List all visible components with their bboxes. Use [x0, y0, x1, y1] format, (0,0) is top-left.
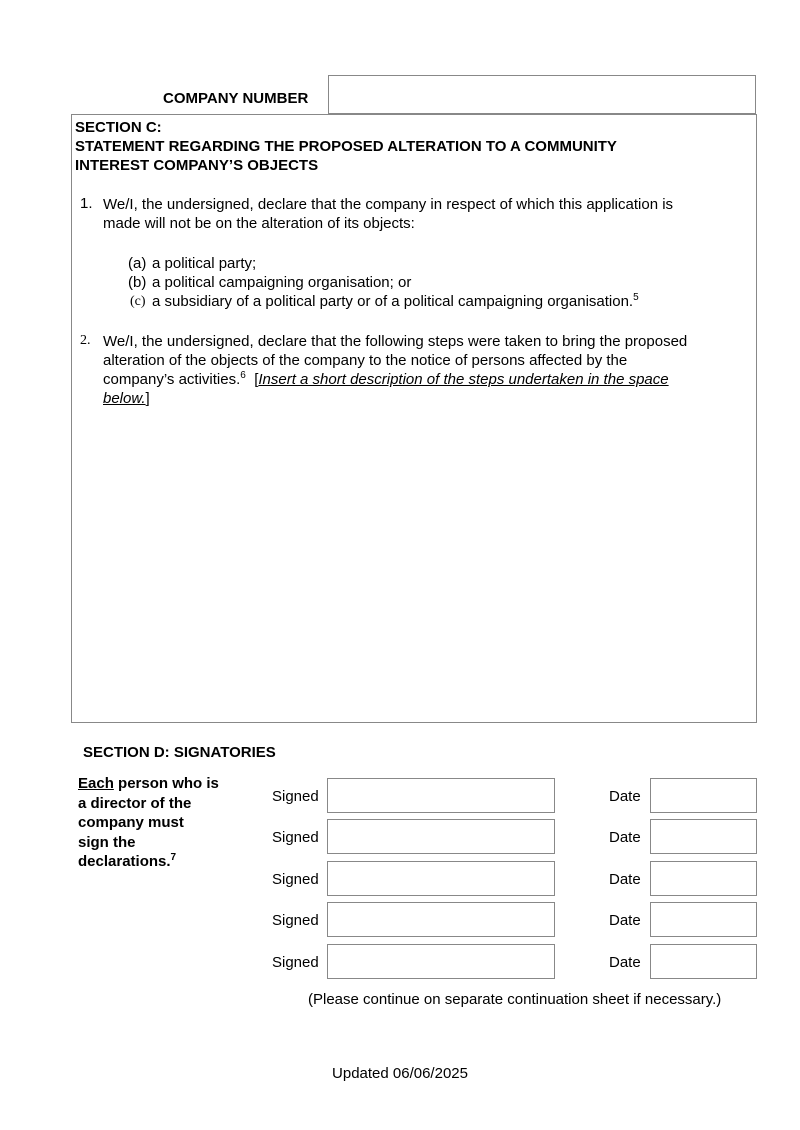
date-label: Date: [609, 829, 641, 846]
director-note: [78, 774, 248, 872]
item1-line1: We/I, the undersigned, declare that the company in respect of which this application is: [103, 196, 674, 213]
section-c-title-line1: STATEMENT REGARDING THE PROPOSED ALTERATION TO A COMMUNITY: [75, 138, 617, 155]
signed-label: Signed: [272, 788, 319, 805]
signed-field[interactable]: [327, 861, 555, 896]
item2-instruction-part2: below.: [103, 390, 146, 407]
director-note-line4: sign the: [78, 833, 136, 851]
director-note-line5: [78, 852, 248, 872]
date-field[interactable]: [650, 902, 757, 937]
date-field[interactable]: [650, 861, 757, 896]
company-number-label: COMPANY NUMBER: [163, 90, 309, 107]
item2-line3-text: company’s activities.: [103, 371, 241, 388]
company-number-field[interactable]: [328, 75, 756, 114]
item1-sub-b-label: (b): [128, 274, 147, 291]
section-d-title: SECTION D: SIGNATORIES: [83, 744, 276, 761]
date-label: Date: [609, 871, 641, 888]
signed-label: Signed: [272, 829, 319, 846]
updated-date: Updated 06/06/2025: [332, 1065, 468, 1082]
signed-field[interactable]: [327, 819, 555, 854]
director-note-line5-text: declarations.: [78, 853, 171, 870]
director-note-line2: a director of the: [78, 794, 192, 812]
date-field[interactable]: [650, 819, 757, 854]
date-label: Date: [609, 788, 641, 805]
item1-number: 1.: [80, 195, 93, 212]
item1-sub-c-label: (c): [130, 294, 146, 309]
director-note-line1-rest: person who is: [113, 775, 219, 792]
signed-label: Signed: [272, 912, 319, 929]
item1-sub-c: [152, 292, 639, 311]
section-c-title: [75, 118, 735, 175]
date-field[interactable]: [650, 778, 757, 813]
date-label: Date: [609, 912, 641, 929]
signed-label: Signed: [272, 871, 319, 888]
item1-sub-b-text: a political campaigning organisation; or: [152, 274, 412, 291]
item1-text: [103, 195, 753, 233]
director-note-line3: company must: [78, 814, 184, 831]
item1-sub-a-label: (a): [128, 255, 147, 272]
item2-line2: alteration of the objects of the company to the notice of persons affected by the: [103, 352, 628, 369]
item2-instruction-part1: Insert a short description of the steps undertaken in the space: [258, 371, 669, 388]
item2-line4: [103, 389, 753, 408]
item1-line2: made will not be on the alteration of its objects:: [103, 215, 415, 232]
item2-bracket-close: ]: [145, 390, 150, 407]
footnote-5: 5: [633, 292, 639, 303]
footnote-7: 7: [170, 852, 177, 863]
footnote-6: 6: [240, 370, 246, 381]
director-note-line1: [78, 774, 248, 794]
section-c-heading: SECTION C:: [75, 119, 162, 136]
signed-label: Signed: [272, 954, 319, 971]
item2-line1: We/I, the undersigned, declare that the following steps were taken to bring the proposed: [103, 333, 688, 350]
signed-field[interactable]: [327, 944, 555, 979]
item2-line3: [103, 370, 753, 389]
item1-sub-c-text: a subsidiary of a political party or of a political campaigning organisation.: [152, 293, 634, 310]
continuation-note: (Please continue on separate continuation sheet if necessary.): [308, 991, 722, 1008]
item2-number: 2.: [80, 333, 91, 348]
director-note-each: Each: [78, 775, 114, 792]
item1-sub-a-text: a political party;: [152, 255, 257, 272]
signed-field[interactable]: [327, 902, 555, 937]
signed-field[interactable]: [327, 778, 555, 813]
item2-bracket-open: [: [254, 371, 259, 388]
date-field[interactable]: [650, 944, 757, 979]
item2-text: [103, 332, 753, 408]
section-c-title-line2: INTEREST COMPANY’S OBJECTS: [75, 157, 319, 174]
date-label: Date: [609, 954, 641, 971]
